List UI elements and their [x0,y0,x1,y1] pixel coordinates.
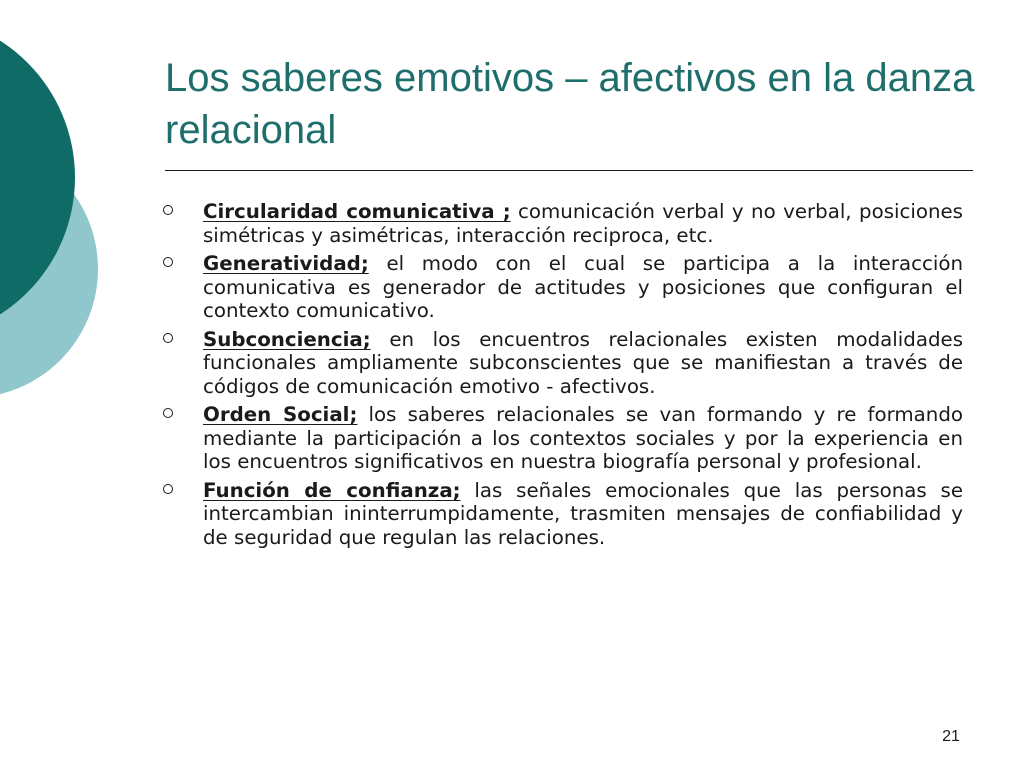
bullet-separator: ; [452,478,461,502]
list-item [160,479,963,550]
hollow-circle-icon [163,484,173,494]
bullet-separator: ; [502,200,511,223]
slide-title: Los saberes emotivos – afectivos en la danza relacional [165,56,975,152]
list-item [160,252,963,323]
page-number: 21 [942,728,960,745]
title-divider [165,170,973,171]
bullet-text: las señales emocionales que las personas se intercambian ininterrumpidamente, trasmiten mensajes de confiabilidad y de seguridad que regulan las relaciones. [203,478,963,549]
hollow-circle-icon [163,408,173,418]
list-item [160,200,963,247]
hollow-circle-icon [163,205,173,215]
bullet-separator: ; [349,403,358,426]
bullet-term: Función de confianza [203,478,453,502]
bullet-separator: ; [362,327,371,351]
bullet-text: los saberes relacionales se van formando y re formando mediante la participación a los contextos sociales y por la experiencia en los encuentros significativos en nuestra biografía personal y profesional. [203,403,963,473]
list-item [160,328,963,399]
bullet-term: Orden Social [203,403,350,426]
list-item [160,403,963,474]
hollow-circle-icon [163,333,173,343]
bullet-text: en los encuentros relacionales existen modalidades funcionales ampliamente subconscientes que se manifiestan a través de códigos de comunicación emotivo - afectivos. [203,327,963,398]
bullet-text: comunicación verbal y no verbal, posiciones simétricas y asimétricas, interacción reciproca, etc. [203,200,963,247]
bullet-term: Generatividad; [203,252,369,275]
bullet-term: Circularidad comunicativa [203,200,503,223]
bullet-list [160,200,963,554]
bullet-text: el modo con el cual se participa a la interacción comunicativa es generador de actitudes y posiciones que configuran el contexto comunicativo. [203,252,963,322]
hollow-circle-icon [163,257,173,267]
bullet-term: Subconciencia [203,327,363,351]
